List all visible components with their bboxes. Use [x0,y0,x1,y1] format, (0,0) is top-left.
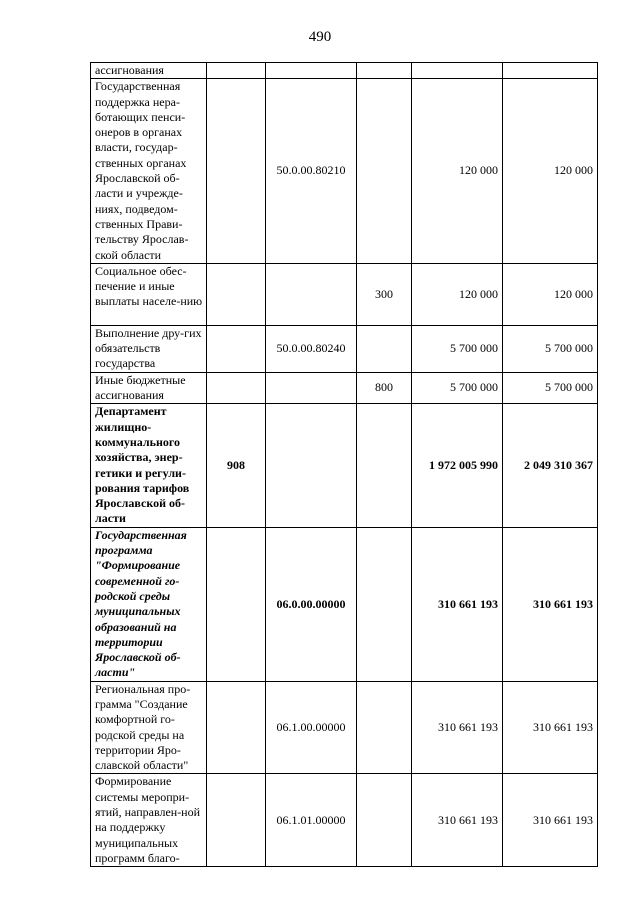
row-dept [207,79,266,264]
row-year1: 120 000 [412,79,503,264]
table-row [91,527,598,681]
row-dept: 908 [207,404,266,527]
row-dept [207,774,266,867]
row-name: Государственная поддержка нера-ботающих пенси-онеров в органах власти, государ-ственных органах Ярославской об-ласти и учрежде-ниях, подведом-ственных Прави-тельству Ярослав-ской области [91,79,207,264]
row-code: 06.1.00.00000 [266,681,357,774]
row-year1: 310 661 193 [412,527,503,681]
row-dept [207,527,266,681]
row-code: 06.1.01.00000 [266,774,357,867]
row-code: 50.0.00.80240 [266,325,357,372]
row-name: Иные бюджетные ассигнования [91,372,207,404]
row-type [357,63,412,79]
row-year1: 5 700 000 [412,372,503,404]
row-dept [207,325,266,372]
row-dept [207,263,266,325]
row-name: Выполнение дру-гих обязательств государства [91,325,207,372]
row-code: 06.0.00.00000 [266,527,357,681]
row-year2: 310 661 193 [503,527,598,681]
row-code [266,63,357,79]
row-year2 [503,63,598,79]
table-row [91,325,598,372]
row-code [266,263,357,325]
row-type [357,325,412,372]
row-year1: 120 000 [412,263,503,325]
row-year2: 120 000 [503,263,598,325]
row-year2: 5 700 000 [503,325,598,372]
row-type [357,774,412,867]
row-year2: 2 049 310 367 [503,404,598,527]
row-dept [207,681,266,774]
row-year2: 310 661 193 [503,774,598,867]
table-row [91,681,598,774]
row-code [266,404,357,527]
row-name: Формирование системы меропри-ятий, направлен-ной на поддержку муниципальных программ благо- [91,774,207,867]
row-year1 [412,63,503,79]
row-type [357,79,412,264]
table-row [91,263,598,325]
row-code: 50.0.00.80210 [266,79,357,264]
row-dept [207,63,266,79]
row-year1: 310 661 193 [412,681,503,774]
row-type: 300 [357,263,412,325]
table-row [91,404,598,527]
row-year2: 310 661 193 [503,681,598,774]
table-row [91,774,598,867]
row-name: Государственная программа "Формирование современной го-родской среды муниципальных образований на территории Ярославской об-ласти" [91,527,207,681]
row-name: Региональная про-грамма "Создание комфортной го-родской среды на территории Яро-славской области" [91,681,207,774]
row-type: 800 [357,372,412,404]
row-name: ассигнования [91,63,207,79]
page-number: 490 [308,29,332,45]
row-year1: 5 700 000 [412,325,503,372]
row-year1: 310 661 193 [412,774,503,867]
row-type [357,527,412,681]
table-row [91,372,598,404]
row-type [357,404,412,527]
row-type [357,681,412,774]
row-year2: 120 000 [503,79,598,264]
budget-table [90,62,598,867]
row-code [266,372,357,404]
row-dept [207,372,266,404]
row-name: Социальное обес-печение и иные выплаты населе-нию [91,263,207,325]
row-year2: 5 700 000 [503,372,598,404]
row-name: Департамент жилищно-коммунального хозяйства, энер-гетики и регули-рования тарифов Ярославской об-ласти [91,404,207,527]
table-row [91,79,598,264]
table-row [91,63,598,79]
row-year1: 1 972 005 990 [412,404,503,527]
